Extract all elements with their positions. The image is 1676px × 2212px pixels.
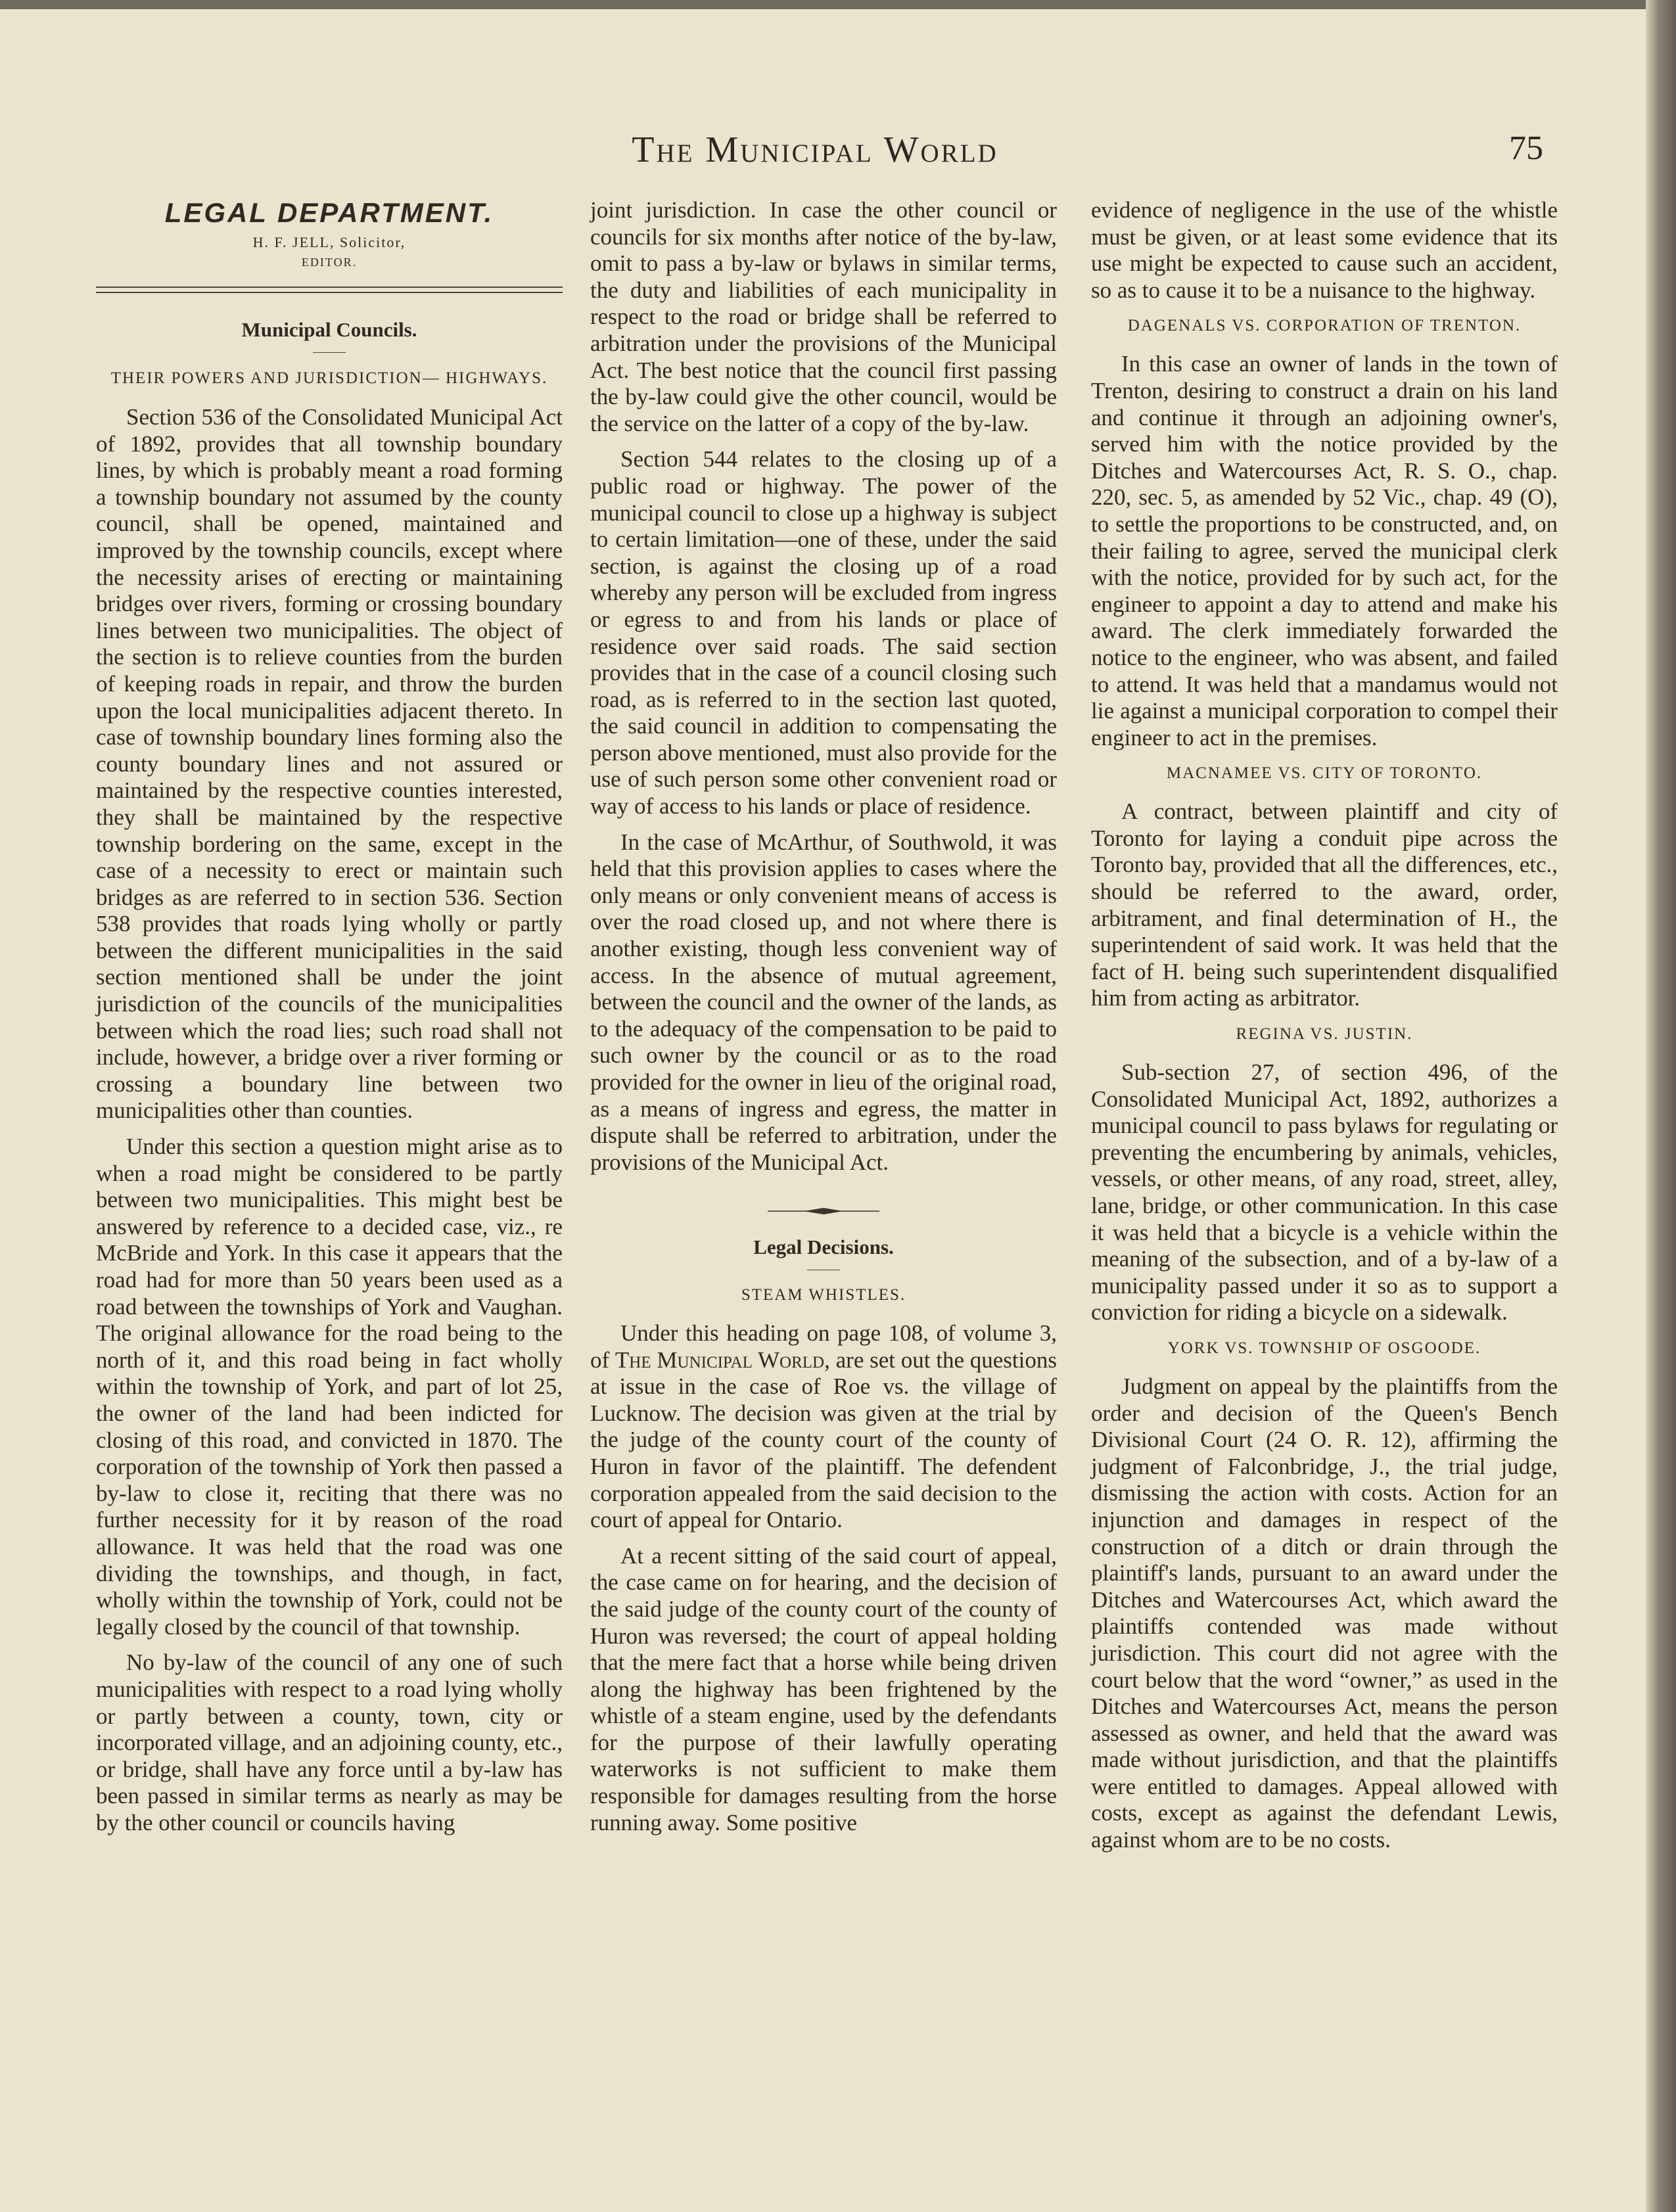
paragraph: Section 536 of the Consolidated Municipal Act of 1892, provides that all township boundary lines, by which is probably meant a road forming a township boundary not assumed by the county council, shall be opened, maintained and improved by the township councils, except where the necessity arises of erecting or maintaining bridges over rivers, forming or crossing boundary lines between two municipalities. The object of the section is to relieve counties from the burden of keeping roads in repair, and throw the burden upon the local municipalities adjacent thereto. In case of township boundary lines forming also the county boundary lines and not assured or maintained by the respective counties interested, they shall be maintained by the respective township bordering on the same, except in the case of a necessity to erect or maintain such bridges as are referred to in section 536. Section 538 provides that roads lying wholly or partly between the different municipalities in the said section mentioned shall be under the joint jurisdiction of the councils of the municipalities between which the road lies; such road shall not include, however, a bridge over a river forming or crossing a boundary line between two municipalities other than counties. [96,404,563,1124]
department-title: LEGAL DEPARTMENT. [164,197,494,228]
page-number: 75 [1509,129,1543,167]
paragraph: In this case an owner of lands in the town of Trenton, desiring to construct a drain on his land and continue it through an adjoining owner's, served him with the notice provided by the Ditches and Watercourses Act, R. S. O., chap. 220, sec. 5, as amended by 52 Vic., chap. 49 (O), to settle the proportions to be constructed, and, on their failing to agree, served the municipal clerk with the notice, provided for by such act, for the engineer to appoint a day to attend and make his award. The clerk immediately forwarded the notice to the engineer, who was absent, and failed to attend. It was held that a mandamus would not lie against a municipal corporation to compel their engineer to act in the premises. [1091,351,1558,750]
column-2 [590,197,1057,1845]
section-heading-legal-decisions: Legal Decisions. [753,1235,894,1258]
paragraph: At a recent sitting of the said court of appeal, the case came on for hearing, and the decision of the said judge of the county court of the county of Huron was reversed; the court of appeal holding that the mere fact that a horse while being driven along the highway has been frightened by the whistle of a steam engine, used by the defendants for the purpose of their lawfully operating waterworks is not sufficient to make them responsible for damages resulting from the horse running away. Some positive [590,1542,1057,1835]
binding-edge [1646,0,1676,2212]
case-heading: DAGENALS VS. CORPORATION OF TRENTON. [1127,317,1522,335]
page-top-edge [0,0,1676,9]
topic-heading: STEAM WHISTLES. [741,1285,906,1304]
section-heading-municipal-councils: Municipal Councils. [241,318,417,341]
column-3 [1091,197,1558,1863]
paragraph: In the case of McArthur, of Southwold, it was held that this provision applies to cases where the only means or only convenient means of access is over the road closed up, and not where there is another existing, though less convenient way of access. In the absence of mutual agreement, between the council and the owner of the lands, as to the adequacy of the compensation to be paid to such owner by the council or as to the road provided for the owner in lieu of the original road, as a means of ingress and egress, the matter in dispute shall be referred to arbitration, under the provisions of the Municipal Act. [590,829,1057,1175]
byline-role: EDITOR. [301,256,358,269]
paragraph: No by-law of the council of any one of such municipalities with respect to a road lying wholly or partly between a county, town, city or incorporated village, and an adjoining county, etc., or bridge, shall have any force until a by-law has been passed in similar terms as nearly as may be by the other council or councils having [96,1649,563,1835]
case-heading: MACNAMEE VS. CITY OF TORONTO. [1166,764,1483,783]
case-heading: REGINA VS. JUSTIN. [1236,1025,1413,1044]
paragraph: Sub-section 27, of section 496, of the Consolidated Municipal Act, 1892, authorizes a municipal council to pass bylaws for regulating or preventing the encumbering by animals, vehicles, vessels, or other means, of any road, street, alley, lane, bridge, or other communication. In this case it was held that a bicycle is a vehicle within the meaning of the subsection, and of a by-law of a municipality passed under it so as to support a conviction for riding a bicycle on a sidewalk. [1091,1059,1558,1325]
double-rule [96,287,563,293]
paragraph: Judgment on appeal by the plaintiffs from the order and decision of the Queen's Bench Divisional Court (24 O. R. 12), affirming the judgment of Falconbridge, J., the trial judge, dismissing the action with costs. Action for an injunction and damages in respect of the construction of a ditch or drain through the plaintiff's lands, pursuant to an award under the Ditches and Watercourses Act, which award the plaintiffs contended was made without jurisdiction. This court did not agree with the court below that the word “owner,” as used in the Ditches and Watercourses Act, means the person assessed as owner, and held that the award was made without jurisdiction, and that the plaintiffs were entitled to damages. Appeal allowed with costs, except as against the defendant Lewis, against whom are to be no costs. [1091,1373,1558,1853]
case-heading: YORK VS. TOWNSHIP OF OSGOODE. [1167,1339,1481,1357]
ornament-divider [590,1195,1057,1222]
paragraph: evidence of negligence in the use of the whistle must be given, or at least some evidence that its use might be expected to cause such an accident, so as to cause it to be a nuisance to the highway. [1091,197,1558,303]
paragraph: Under this heading on page 108, of volume 3, of The Municipal World, are set out the questions at issue in the case of Roe vs. the village of Lucknow. The decision was given at the trial by the judge of the county court of the county of Huron in favor of the plaintiff. The defendent corporation appealed from the said decision to the court of appeal for Ontario. [590,1320,1057,1533]
masthead-title: The Municipal World [632,129,998,170]
short-rule [313,352,346,353]
paragraph: Section 544 relates to the closing up of a public road or highway. The power of the municipal council to close up a highway is subject to certain limitation—one of these, under the said section, is against the closing up of a road whereby any person will be excluded from ingress or egress to and from his lands or place of residence over said roads. The said section provides that in the case of a council closing such road, as is referred to in the section last quoted, the said council in addition to compensating the person above mentioned, must also provide for the use of such person some other convenient road or way of access to his lands or place of residence. [590,446,1057,819]
paragraph: Under this section a question might arise as to when a road might be considered to be partly between two municipalities. This might best be answered by reference to a decided case, viz., re McBride and York. In this case it appears that the road had for more than 50 years been used as a road between the townships of York and Vaughan. The original allowance for the road being to the north of it, and this road being in fact wholly within the township of York, and part of lot 25, the owner of the land had been indicted for closing of this road, and convicted in 1870. The corporation of the township of York then passed a by-law to close it, reciting that there was no further necessity for it by reason of the road allowance. It was held that the road was one dividing the townships, and though, in fact, wholly within the township of York, could not be legally closed by the council of that township. [96,1134,563,1640]
column-1 [96,197,563,1845]
byline-editor: H. F. JELL, Solicitor, [252,234,406,250]
paragraph: A contract, between plaintiff and city of Toronto for laying a conduit pipe across the Toronto bay, provided that all the differences, etc., should be referred to the award, order, arbitrament, and final determination of H., the superintendent of said work. It was held that the fact of H. being such superintendent disqualified him from acting as arbitrator. [1091,798,1558,1011]
paragraph: joint jurisdiction. In case the other council or councils for six months after notice of the by-law, omit to pass a by-law or bylaws in similar terms, the duty and liabilities of each municipality in respect to the road or bridge shall be referred to arbitration under the provisions of the Municipal Act. The best notice that the council first passing the by-law could give the other council, would be the service on the latter of a copy of the by-law. [590,197,1057,436]
topic-heading: THEIR POWERS AND JURISDICTION— HIGHWAYS. [110,369,548,387]
